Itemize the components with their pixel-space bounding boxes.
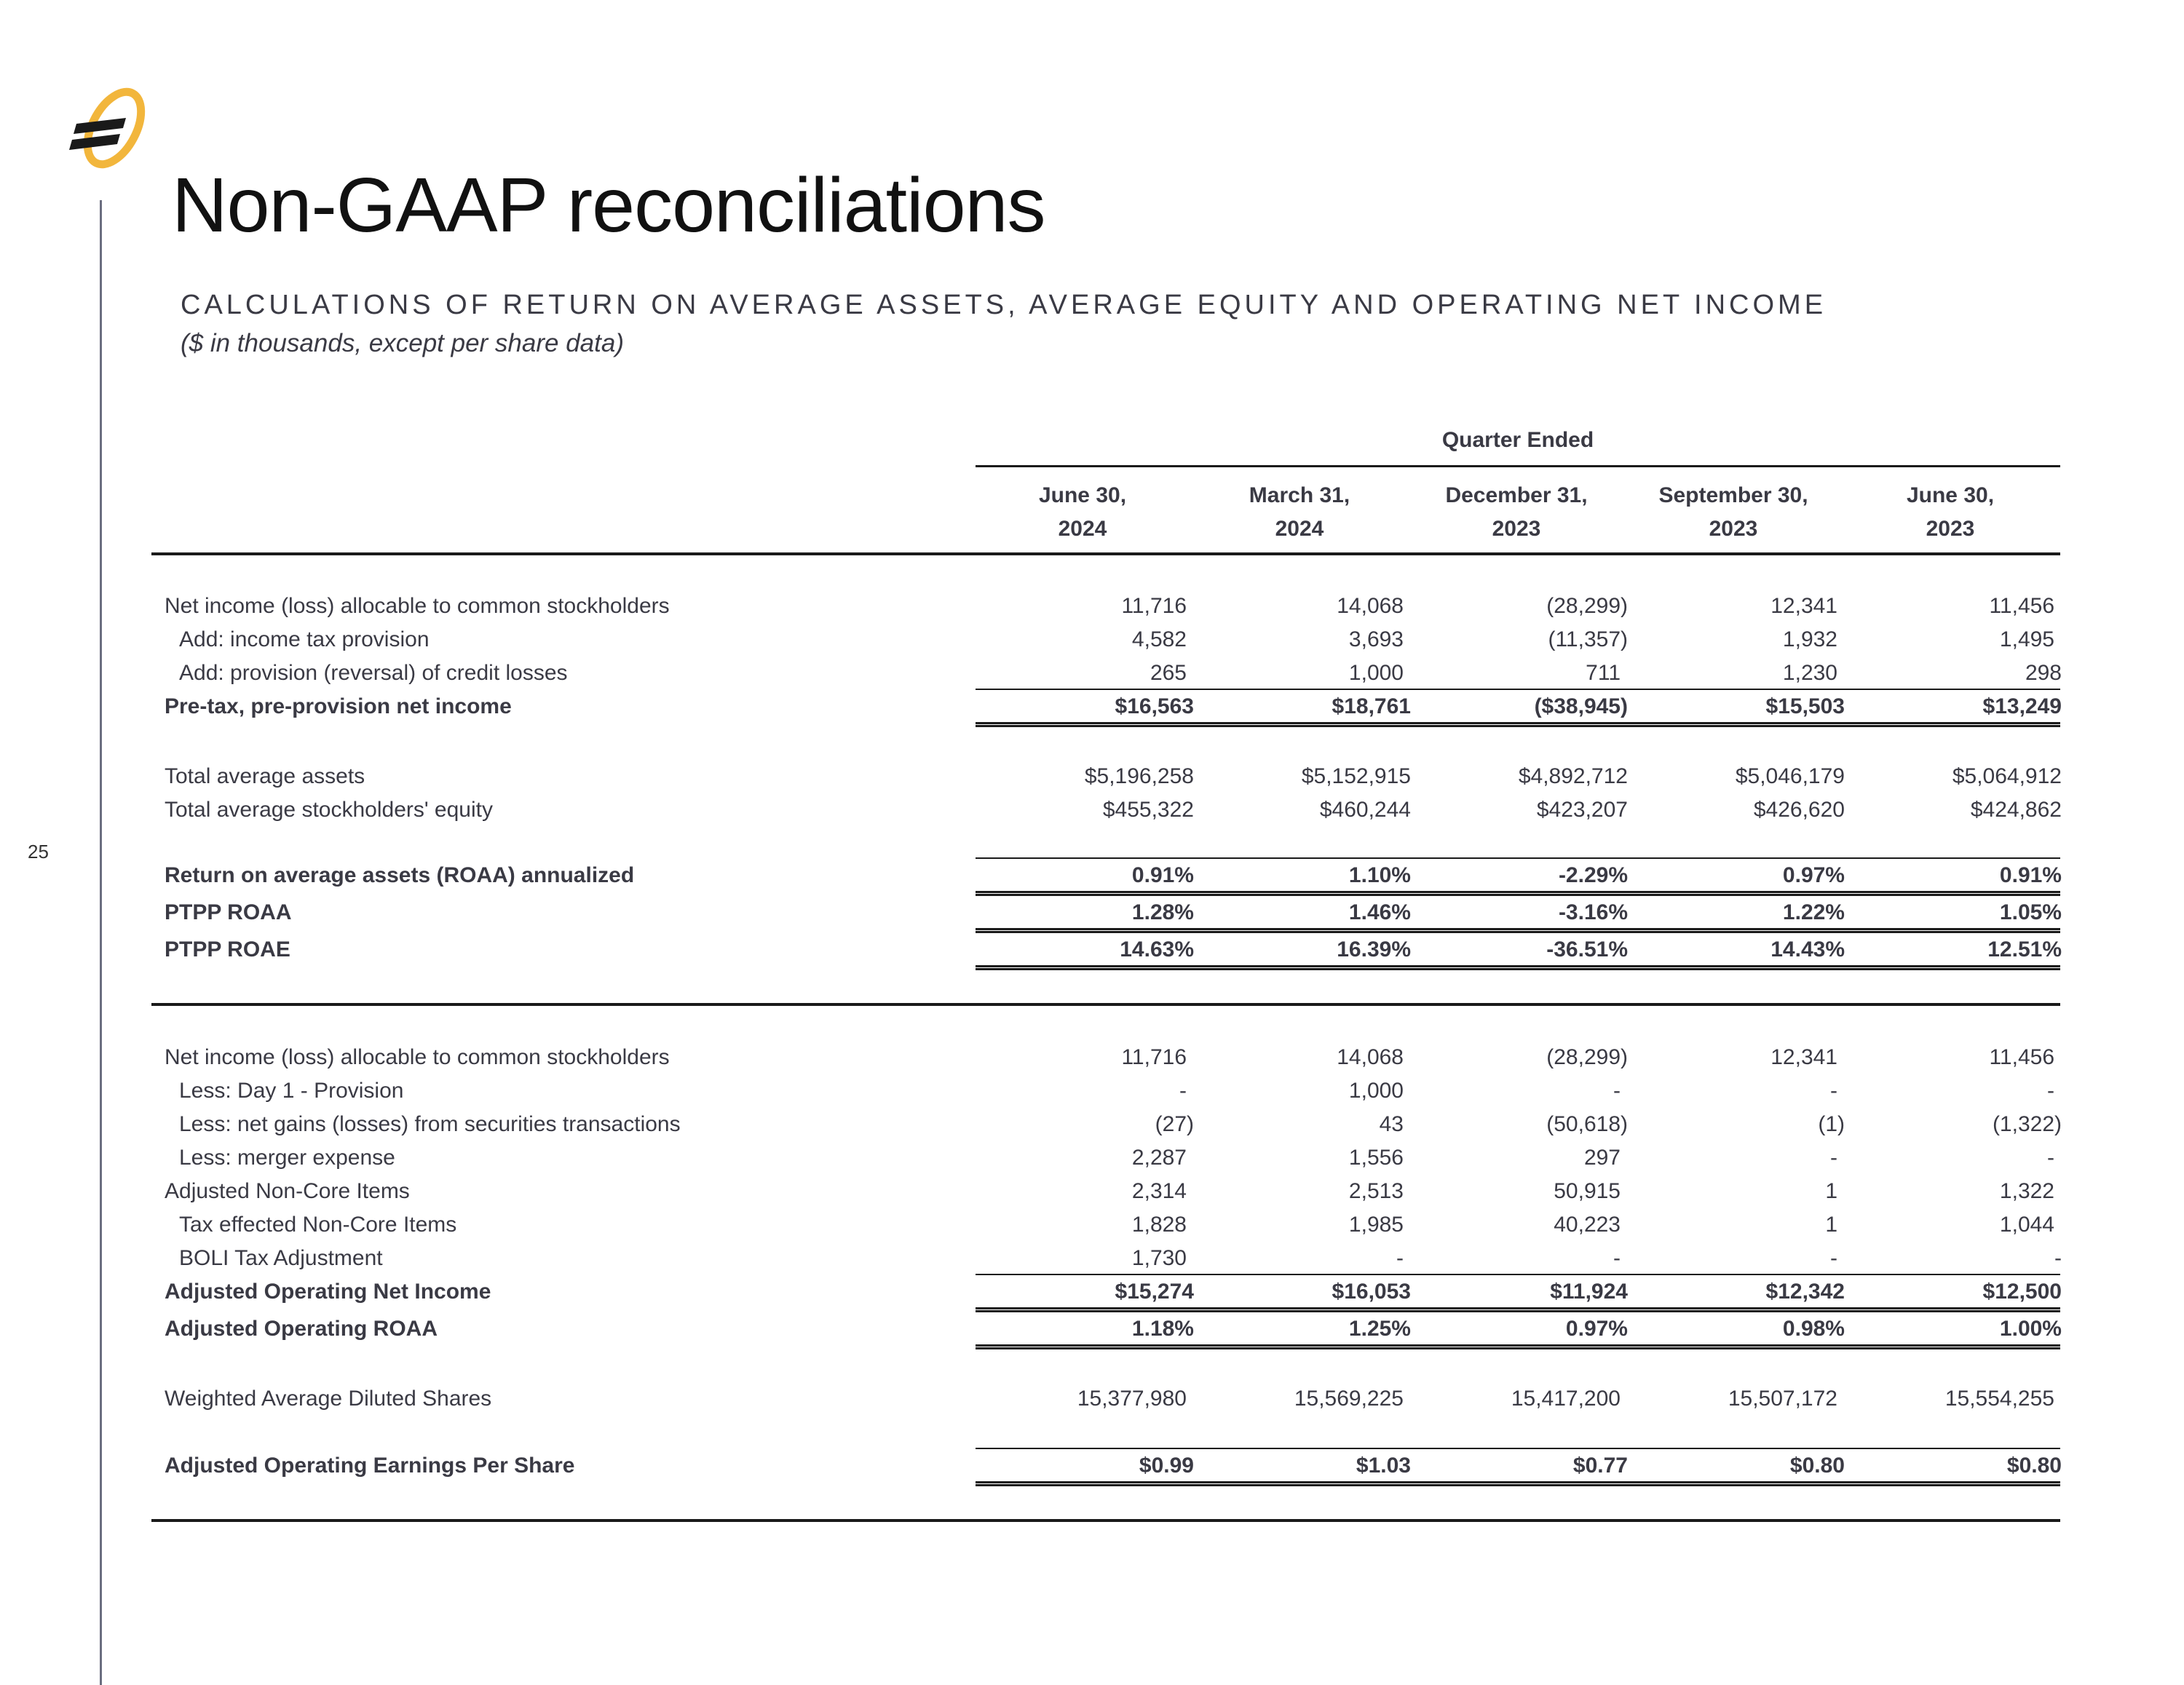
quarter-ended-header: Quarter Ended <box>1441 428 1594 452</box>
table-row: Tax effected Non-Core Items 1,828 1,985 40,223 1 1,044 <box>179 1213 2054 1237</box>
total-double-rule <box>976 1344 2060 1349</box>
table-row: PTPP ROAE 14.63% 16.39% -36.51% 14.43% 12.51% <box>165 937 2062 962</box>
table-header-bottom-rule <box>151 552 2060 555</box>
company-logo <box>69 86 149 177</box>
col-header-0: June 30, 2024 <box>1038 483 1127 541</box>
ratio-double-rule <box>976 928 2060 933</box>
col-header-1: March 31, 2024 <box>1249 483 1350 541</box>
total-double-rule <box>976 722 2060 727</box>
table-row: Total average assets $5,196,258 $5,152,915 $4,892,712 $5,046,179 $5,064,912 <box>165 764 2062 788</box>
table-row: Adjusted Operating Earnings Per Share $0.99 $1.03 $0.77 $0.80 $0.80 <box>165 1454 2062 1478</box>
col-header-2: December 31, 2023 <box>1445 483 1588 541</box>
table-row: Adjusted Operating Net Income $15,274 $16,053 $11,924 $12,342 $12,500 <box>165 1280 2062 1304</box>
table-row: Pre-tax, pre-provision net income $16,563 $18,761 ($38,945) $15,503 $13,249 <box>165 694 2062 718</box>
col-header-3: September 30, 2023 <box>1658 483 1808 541</box>
ratio-double-rule <box>976 965 2060 970</box>
table-row: Net income (loss) allocable to common stockholders 11,716 14,068 (28,299) 12,341 11,456 <box>165 1045 2054 1069</box>
table-row: Add: provision (reversal) of credit losses 265 1,000 711 1,230 298 <box>179 661 2062 685</box>
page-title: Non-GAAP reconciliations <box>172 162 1045 248</box>
header-rule <box>976 465 2060 467</box>
col-header-4: June 30, 2023 <box>1906 483 1995 541</box>
page-number: 25 <box>28 841 49 863</box>
units-note: ($ in thousands, except per share data) <box>181 329 624 357</box>
table-row: PTPP ROAA 1.28% 1.46% -3.16% 1.22% 1.05% <box>165 900 2062 924</box>
page-subtitle: CALCULATIONS OF RETURN ON AVERAGE ASSETS, AVERAGE EQUITY AND OPERATING NET INCOME <box>181 290 1827 320</box>
table-row: Adjusted Non-Core Items 2,314 2,513 50,915 1 1,322 <box>165 1179 2054 1203</box>
ratio-double-rule <box>976 891 2060 896</box>
table-row: Adjusted Operating ROAA 1.18% 1.25% 0.97% 0.98% 1.00% <box>165 1317 2062 1341</box>
table-bottom-rule <box>151 1519 2060 1522</box>
table-row: Net income (loss) allocable to common stockholders 11,716 14,068 (28,299) 12,341 11,456 <box>165 594 2054 618</box>
table-row: Less: merger expense 2,287 1,556 297 - - <box>179 1146 2054 1170</box>
table-row: Less: net gains (losses) from securities transactions (27) 43 (50,618) (1) (1,322) <box>179 1112 2062 1136</box>
table-row: BOLI Tax Adjustment 1,730 - - - - <box>179 1246 2062 1270</box>
total-double-rule <box>976 1307 2060 1312</box>
eps-double-rule <box>976 1481 2060 1486</box>
table-row: Less: Day 1 - Provision - 1,000 - - - <box>179 1079 2054 1103</box>
section-divider-rule <box>151 1003 2060 1006</box>
table-row: Weighted Average Diluted Shares 15,377,980 15,569,225 15,417,200 15,507,172 15,554,255 <box>165 1387 2054 1411</box>
table-row: Total average stockholders' equity $455,322 $460,244 $423,207 $426,620 $424,862 <box>165 798 2062 822</box>
table-row: Return on average assets (ROAA) annualized 0.91% 1.10% -2.29% 0.97% 0.91% <box>165 863 2062 887</box>
table-row: Add: income tax provision 4,582 3,693 (11,357) 1,932 1,495 <box>179 627 2054 651</box>
